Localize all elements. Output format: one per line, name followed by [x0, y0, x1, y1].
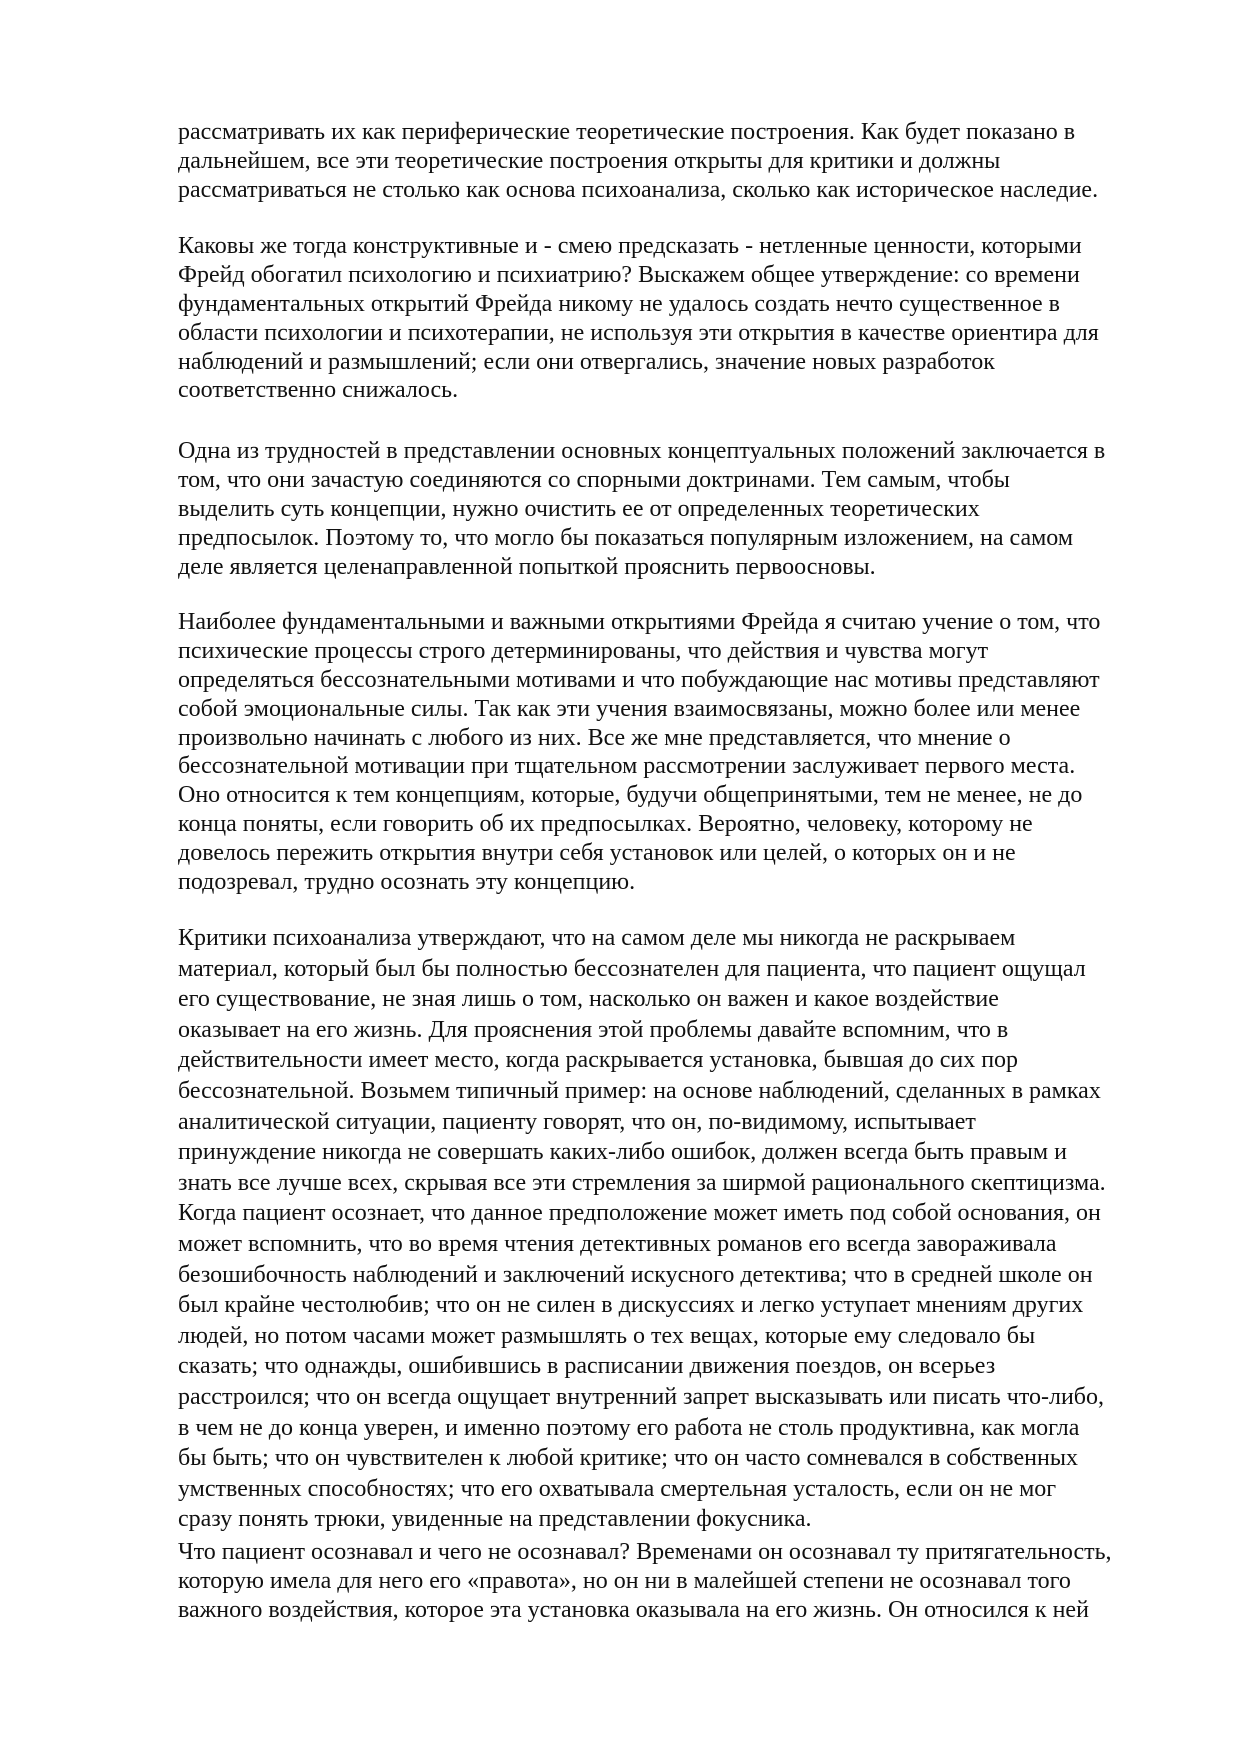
text-line: Фрейд обогатил психологию и психиатрию? Выскажем общее утверждение: со времени	[178, 261, 1080, 288]
text-line: Наиболее фундаментальными и важными открытиями Фрейда я считаю учение о том, что	[178, 609, 1101, 635]
text-line: выделить суть концепции, нужно очистить ее от определенных теоретических	[178, 495, 980, 522]
text-line: аналитической ситуации, пациенту говорят, что он, по-видимому, испытывает	[178, 1108, 976, 1135]
text-line: Что пациент осознавал и чего не осознавал? Временами он осознавал ту притягательность,	[178, 1539, 1112, 1565]
text-line: которую имела для него его «правота», но он ни в малейшей степени не осознавал того	[178, 1567, 1071, 1594]
text-line: безошибочность наблюдений и заключений искусного детектива; что в средней школе он	[178, 1261, 1093, 1288]
text-line: рассматриваться не столько как основа психоанализа, сколько как историческое наследие.	[178, 176, 1099, 203]
text-line: рассматривать их как периферические теоретические построения. Как будет показано в	[178, 119, 1076, 145]
text-line: дальнейшем, все эти теоретические построения открыты для критики и должны	[178, 147, 1001, 174]
text-line: фундаментальных открытий Фрейда никому не удалось создать нечто существенное в	[178, 290, 1060, 317]
text-line: психические процессы строго детерминированы, что действия и чувства могут	[178, 637, 989, 664]
text-line: действительности имеет место, когда раскрывается установка, бывшая до сих пор	[178, 1047, 1019, 1074]
text-line: деле является целенаправленной попыткой прояснить первоосновы.	[178, 553, 876, 580]
text-line: оказывает на его жизнь. Для прояснения этой проблемы давайте вспомним, что в	[178, 1016, 1009, 1043]
text-line: довелось пережить открытия внутри себя установок или целей, о которых он и не	[178, 840, 1016, 867]
text-line: определяться бессознательными мотивами и что побуждающие нас мотивы представляют	[178, 666, 1100, 693]
text-line: Оно относится к тем концепциям, которые, будучи общепринятыми, тем не менее, не до	[178, 782, 1083, 809]
text-line: Каковы же тогда конструктивные и - смею предсказать - нетленные ценности, которыми	[178, 233, 1082, 259]
paragraph	[178, 923, 1168, 1535]
text-line: том, что они зачастую соединяются со спорными доктринами. Тем самым, чтобы	[178, 466, 1010, 493]
text-line: предпосылок. Поэтому то, что могло бы показаться популярным изложением, на самом	[178, 524, 1074, 551]
text-line: области психологии и психотерапии, не используя эти открытия в качестве ориентира для	[178, 319, 1099, 346]
paragraph	[178, 1538, 1168, 1625]
text-line: Критики психоанализа утверждают, что на самом деле мы никогда не раскрываем	[178, 925, 1016, 951]
text-line: важного воздействия, которое эта установка оказывала на его жизнь. Он относился к ней	[178, 1596, 1089, 1623]
text-line: бессознательной. Возьмем типичный пример: на основе наблюдений, сделанных в рамках	[178, 1077, 1101, 1104]
paragraph	[178, 608, 1168, 897]
paragraph	[178, 437, 1168, 581]
text-line: был крайне честолюбив; что он не силен в дискуссиях и легко уступает мнениям других	[178, 1292, 1084, 1319]
text-line: Когда пациент осознает, что данное предположение может иметь под собой основания, он	[178, 1200, 1101, 1227]
text-line: сказать; что однажды, ошибившись в расписании движения поездов, он всерьез	[178, 1353, 996, 1380]
text-line: соответственно снижалось.	[178, 377, 459, 404]
text-line: подозревал, трудно осознать эту концепцию.	[178, 869, 636, 896]
text-line: бессознательной мотивации при тщательном рассмотрении заслуживает первого места.	[178, 753, 1076, 780]
text-line: принуждение никогда не совершать каких-либо ошибок, должен всегда быть правым и	[178, 1139, 1067, 1166]
text-line: сразу понять трюки, увиденные на представлении фокусника.	[178, 1506, 812, 1533]
text-line: в чем не до конца уверен, и именно поэтому его работа не столь продуктивна, как могла	[178, 1414, 1080, 1441]
text-line: может вспомнить, что во время чтения детективных романов его всегда завораживала	[178, 1230, 1057, 1257]
text-line: бы быть; что он чувствителен к любой критике; что он часто сомневался в собственных	[178, 1445, 1078, 1472]
paragraph	[178, 232, 1168, 405]
text-line: знать все лучше всех, скрывая все эти стремления за ширмой рационального скептицизма.	[178, 1169, 1106, 1196]
text-line: наблюдений и размышлений; если они отвергались, значение новых разработок	[178, 348, 995, 375]
text-line: его существование, не зная лишь о том, насколько он важен и какое воздействие	[178, 986, 999, 1013]
text-line: расстроился; что он всегда ощущает внутренний запрет высказывать или писать что-либо,	[178, 1383, 1105, 1410]
text-line: людей, но потом часами может размышлять о тех вещах, которые ему следовало бы	[178, 1322, 1036, 1349]
text-line: произвольно начинать с любого из них. Все же мне представляется, что мнение о	[178, 724, 1011, 751]
paragraph	[178, 118, 1168, 205]
text-line: Одна из трудностей в представлении основных концептуальных положений заключается в	[178, 438, 1106, 464]
text-line: конца поняты, если говорить об их предпосылках. Вероятно, человеку, которому не	[178, 811, 1033, 838]
text-line: собой эмоциональные силы. Так как эти учения взаимосвязаны, можно более или менее	[178, 695, 1081, 722]
text-line: умственных способностях; что его охватывала смертельная усталость, если он не мог	[178, 1475, 1057, 1502]
text-line: материал, который был бы полностью бессознателен для пациента, что пациент ощущал	[178, 955, 1086, 982]
